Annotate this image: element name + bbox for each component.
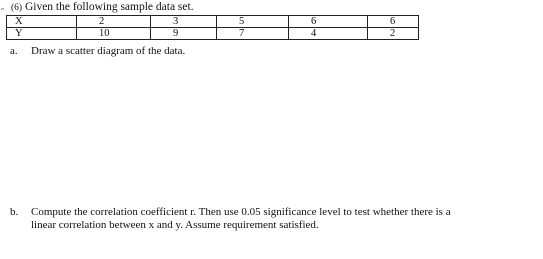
table-cell: 9 <box>151 28 217 40</box>
table-row-y <box>7 28 419 40</box>
table-cell: 2 <box>77 16 151 28</box>
part-b-text-line1: Compute the correlation coefficient r. Then use 0.05 significance level to test whether there is a <box>31 206 451 218</box>
part-a <box>10 45 185 58</box>
table-cell: 6 <box>368 16 419 28</box>
table-cell: 3 <box>151 16 217 28</box>
problem-header <box>11 0 194 15</box>
margin-mark <box>1 8 4 10</box>
row-label-x: X <box>7 16 77 28</box>
part-a-letter: a. <box>10 45 18 57</box>
part-a-text: Draw a scatter diagram of the data. <box>31 45 186 57</box>
part-b-line1 <box>10 206 530 219</box>
row-label-y: Y <box>7 28 77 40</box>
data-table <box>6 15 419 40</box>
table-cell: 5 <box>217 16 289 28</box>
problem-prompt: Given the following sample data set. <box>24 1 194 13</box>
part-b-text-line2: linear correlation between x and y. Assume requirement satisfied. <box>31 219 319 231</box>
table-cell: 7 <box>217 28 289 40</box>
table-row-x <box>7 16 419 28</box>
part-b <box>10 206 530 232</box>
problem-number: (6) <box>11 3 23 13</box>
table-cell: 10 <box>77 28 151 40</box>
table-cell: 6 <box>289 16 368 28</box>
table-cell: 2 <box>368 28 419 40</box>
part-b-letter: b. <box>10 206 19 218</box>
table-cell: 4 <box>289 28 368 40</box>
